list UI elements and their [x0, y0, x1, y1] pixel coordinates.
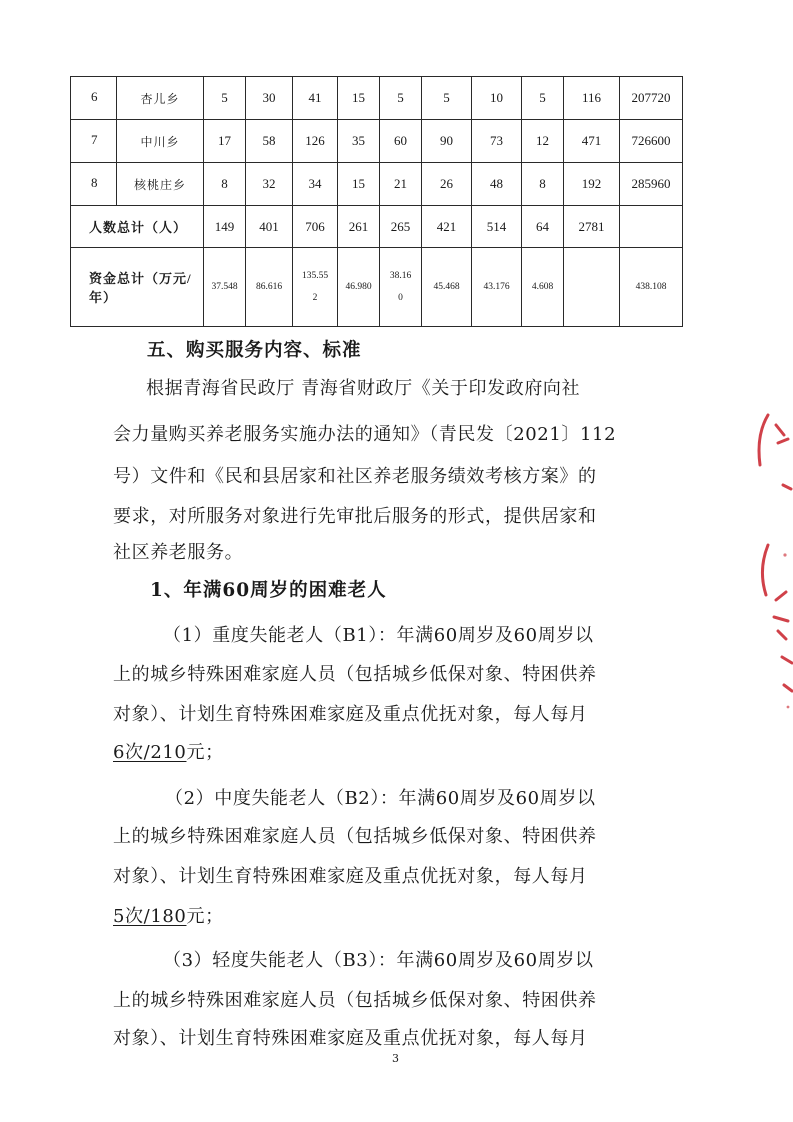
township-name: 核桃庄乡: [117, 163, 204, 206]
paragraph-line: 对象）、计划生育特殊困难家庭及重点优抚对象，每人每月: [113, 704, 588, 725]
total-funds-row: [71, 248, 683, 327]
table-cell: 86.616: [246, 248, 293, 327]
cell-line: 38.16: [389, 271, 412, 281]
table-cell: 471: [564, 120, 620, 163]
table-cell: 34: [293, 163, 338, 206]
paragraph-line: （1）重度失能老人（B1）：年满60周岁及60周岁以: [163, 625, 594, 646]
paragraph-line: （2）中度失能老人（B2）：年满60周岁及60周岁以: [165, 788, 596, 809]
table-row: [71, 120, 683, 163]
table-cell: 8: [204, 163, 246, 206]
cell-line: 2: [312, 293, 318, 303]
table-cell: 15: [338, 163, 380, 206]
table-cell: [293, 248, 338, 327]
table-cell: 26: [422, 163, 472, 206]
paragraph-line: 社区养老服务。: [113, 542, 244, 563]
table-cell: 126: [293, 120, 338, 163]
table-cell: 15: [338, 77, 380, 120]
table-cell: 149: [204, 206, 246, 248]
table-cell: 8: [522, 163, 564, 206]
unit-text: 元；: [186, 906, 224, 927]
cell-line: 0: [398, 293, 403, 303]
total-people-label: 人数总计（人）: [71, 206, 204, 248]
sub-heading: 1、年满60周岁的困难老人: [150, 580, 387, 601]
township-name: 中川乡: [117, 120, 204, 163]
row-number: 6: [71, 77, 117, 120]
table-cell: 207720: [620, 77, 683, 120]
paragraph-line: 要求，对所服务对象进行先审批后服务的形式，提供居家和: [113, 506, 597, 527]
table-cell: 43.176: [472, 248, 522, 327]
paragraph-line: [113, 738, 663, 764]
table-cell: 261: [338, 206, 380, 248]
row-number: 7: [71, 120, 117, 163]
table-cell: 421: [422, 206, 472, 248]
service-standard: 6次/210: [113, 742, 187, 763]
paragraph-line: [113, 902, 663, 928]
total-funds-label: 资金总计（万元/年）: [71, 248, 204, 327]
table-cell: 5: [380, 77, 422, 120]
table-cell: 17: [204, 120, 246, 163]
table-cell: 5: [204, 77, 246, 120]
table-cell: 90: [422, 120, 472, 163]
table-cell: 64: [522, 206, 564, 248]
table-cell: 2781: [564, 206, 620, 248]
table-cell: 58: [246, 120, 293, 163]
official-seal-fragment-icon: [738, 395, 793, 735]
statistics-table: [70, 76, 683, 327]
table-cell: 438.108: [620, 248, 683, 327]
table-cell: 5: [522, 77, 564, 120]
paragraph-line: 对象）、计划生育特殊困难家庭及重点优抚对象，每人每月: [113, 866, 588, 887]
table-cell: 12: [522, 120, 564, 163]
table-cell: 32: [246, 163, 293, 206]
section-heading: 五、购买服务内容、标准: [147, 340, 362, 361]
total-people-row: [71, 206, 683, 248]
paragraph-line: 上的城乡特殊困难家庭人员（包括城乡低保对象、特困供养: [113, 990, 597, 1011]
cell-line: 135.55: [301, 271, 329, 281]
paragraph-line: 上的城乡特殊困难家庭人员（包括城乡低保对象、特困供养: [113, 664, 597, 685]
table-cell: 73: [472, 120, 522, 163]
paragraph-line: 上的城乡特殊困难家庭人员（包括城乡低保对象、特困供养: [113, 826, 597, 847]
table-cell: 265: [380, 206, 422, 248]
paragraph-line: 会力量购买养老服务实施办法的通知》（青民发〔2021〕112: [113, 424, 617, 445]
table-cell: 706: [293, 206, 338, 248]
table-cell: 4.608: [522, 248, 564, 327]
table-cell: [620, 206, 683, 248]
unit-text: 元；: [186, 742, 224, 763]
paragraph-line: 对象）、计划生育特殊困难家庭及重点优抚对象，每人每月: [113, 1028, 588, 1049]
page-number: 3: [392, 1052, 399, 1065]
paragraph-line: （3）轻度失能老人（B3）：年满60周岁及60周岁以: [163, 950, 594, 971]
table-cell: 726600: [620, 120, 683, 163]
table-cell: 30: [246, 77, 293, 120]
table-cell: 60: [380, 120, 422, 163]
table-cell: 5: [422, 77, 472, 120]
table-cell: [564, 248, 620, 327]
row-number: 8: [71, 163, 117, 206]
table-row: [71, 163, 683, 206]
table-cell: 10: [472, 77, 522, 120]
table-cell: 37.548: [204, 248, 246, 327]
service-standard: 5次/180: [113, 906, 187, 927]
table-cell: 48: [472, 163, 522, 206]
township-name: 杏儿乡: [117, 77, 204, 120]
table-cell: 192: [564, 163, 620, 206]
table-cell: 41: [293, 77, 338, 120]
table-cell: 46.980: [338, 248, 380, 327]
table-cell: 21: [380, 163, 422, 206]
table-cell: 116: [564, 77, 620, 120]
table-cell: [380, 248, 422, 327]
table-cell: 45.468: [422, 248, 472, 327]
table-row: [71, 77, 683, 120]
table-cell: 35: [338, 120, 380, 163]
table-cell: 285960: [620, 163, 683, 206]
paragraph-line: 号）文件和《民和县居家和社区养老服务绩效考核方案》的: [113, 466, 597, 487]
table-cell: 514: [472, 206, 522, 248]
table-cell: 401: [246, 206, 293, 248]
paragraph-line: 根据青海省民政厅 青海省财政厅《关于印发政府向社: [146, 378, 581, 399]
